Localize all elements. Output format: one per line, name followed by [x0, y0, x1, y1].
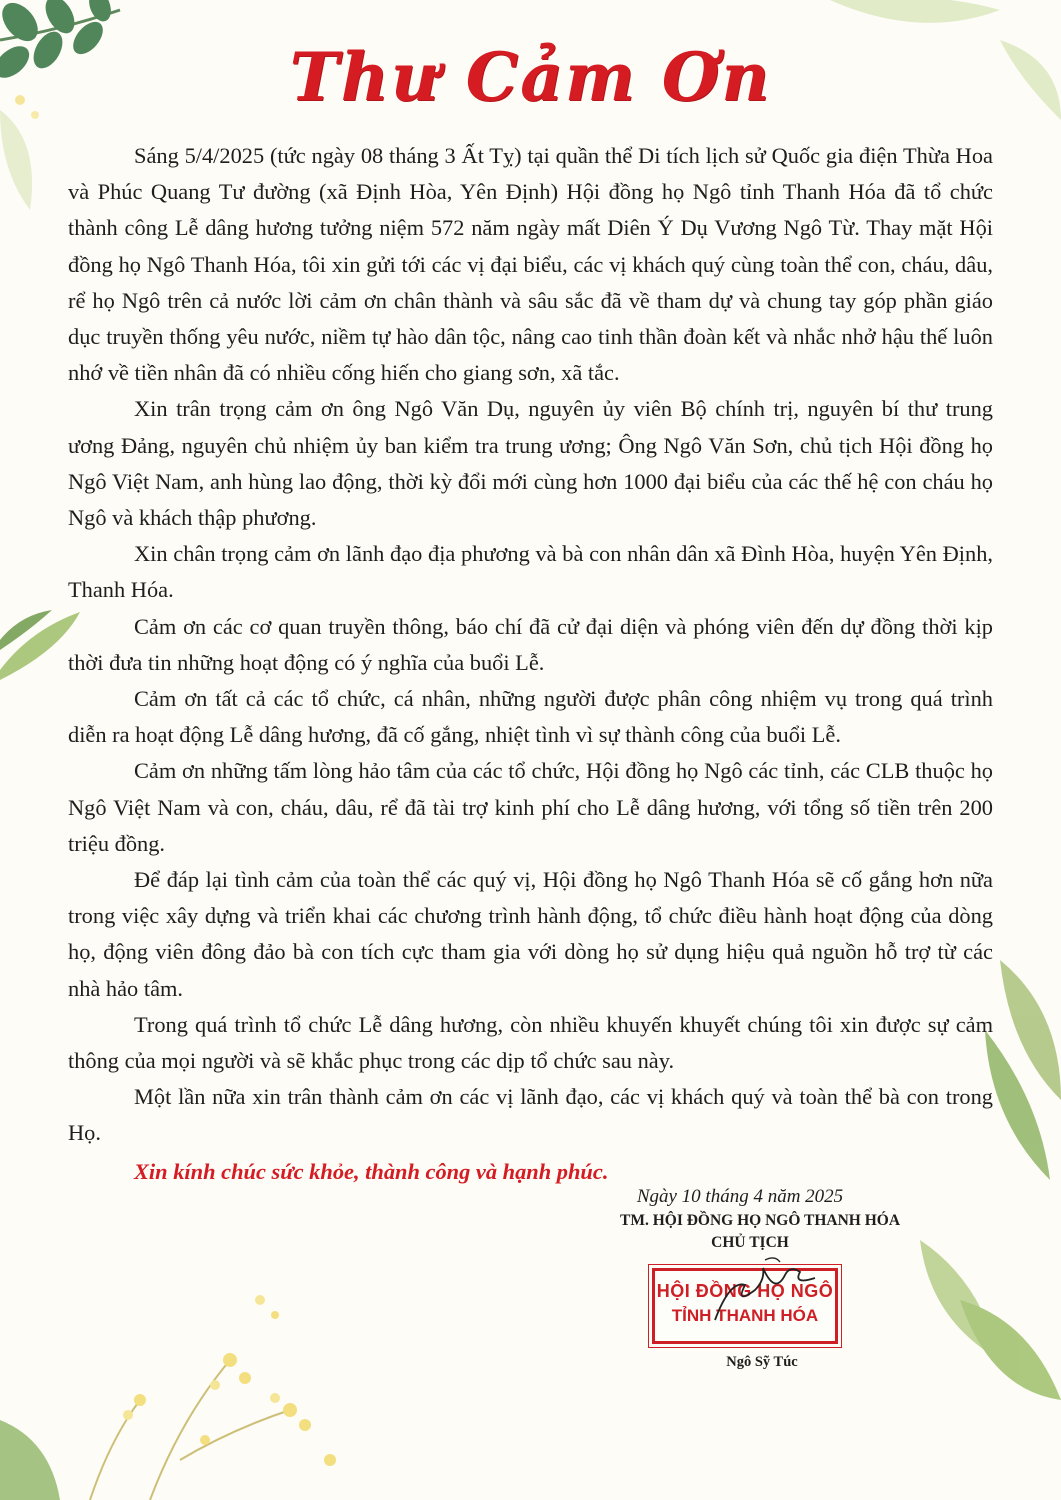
signature-block: [585, 1184, 935, 1254]
letter-title: Thư Cảm Ơn: [289, 38, 772, 116]
signature-position: CHỦ TỊCH: [711, 1234, 789, 1251]
paragraph: Cảm ơn tất cả các tổ chức, cá nhân, những người được phân công nhiệm vụ trong quá trình diễn ra hoạt động Lễ dâng hương, đã cố gắng, nhiệt tình vì sự thành công của buổi Lễ.: [68, 686, 993, 748]
signer-name: Ngô Sỹ Túc: [726, 1354, 798, 1370]
paragraph: Sáng 5/4/2025 (tức ngày 08 tháng 3 Ất Tỵ) tại quần thể Di tích lịch sử Quốc gia điện Thừa Hoa và Phúc Quang Tư đường (xã Định Hòa, Yên Định) Hội đồng họ Ngô tỉnh Thanh Hóa đã tổ chức thành công Lễ dâng hương tưởng niệm 572 năm ngày mất Diên Ý Dụ Vương Ngô Từ. Thay mặt Hội đồng họ Ngô Thanh Hóa, tôi xin gửi tới các vị đại biểu, các vị khách quý cùng toàn thể con, cháu, dâu, rể họ Ngô trên cả nước lời cảm ơn chân thành và sâu sắc đã về tham dự và chung tay góp phần giáo dục truyền thống yêu nước, niềm tự hào dân tộc, nâng cao tinh thần đoàn kết và nhắc nhở hậu thế luôn nhớ về tiền nhân đã có nhiều cống hiến cho giang sơn, xã tắc.: [68, 143, 993, 386]
signature-organization: TM. HỘI ĐỒNG HỌ NGÔ THANH HÓA: [619, 1212, 901, 1229]
paragraph: Cảm ơn các cơ quan truyền thông, báo chí đã cử đại diện và phóng viên đến dự đồng thời kịp thời đưa tin những hoạt động có ý nghĩa của buổi Lễ.: [68, 613, 993, 675]
handwritten-signature: [705, 1250, 825, 1330]
signature-date: Ngày 10 tháng 4 năm 2025: [636, 1186, 844, 1207]
letter-body: [68, 138, 993, 1190]
paragraph: Trong quá trình tổ chức Lễ dâng hương, còn nhiều khuyến khuyết chúng tôi xin được sự cảm thông của mọi người và sẽ khắc phục trong các dịp tổ chức sau này.: [68, 1011, 993, 1074]
stamp-line-2: TỈNH THANH HÓA: [671, 1306, 819, 1325]
yellow-flowers-icon: [90, 1295, 336, 1500]
paragraph: Xin chân trọng cảm ơn lãnh đạo địa phương và bà con nhân dân xã Đình Hòa, huyện Yên Định, Thanh Hóa.: [68, 541, 993, 603]
paragraph: Xin trân trọng cảm ơn ông Ngô Văn Dụ, nguyên ủy viên Bộ chính trị, nguyên bí thư trung ương Đảng, nguyên chủ nhiệm ủy ban kiểm tra trung ương; Ông Ngô Văn Sơn, chủ tịch Hội đồng họ Ngô Việt Nam, anh hùng lao động, thời kỳ đổi mới cùng hơn 1000 đại biểu của các thế hệ con cháu họ Ngô và khách thập phương.: [68, 396, 993, 531]
paragraph: Để đáp lại tình cảm của toàn thể các quý vị, Hội đồng họ Ngô Thanh Hóa sẽ cố gắng hơn nữa trong việc xây dựng và triển khai các chương trình hành động, tổ chức điều hành hoạt động của dòng họ, động viên đông đảo bà con tích cực tham gia với dòng họ sử dụng hiệu quả nguồn hỗ trợ từ các nhà hảo tâm.: [68, 867, 993, 1001]
paragraph: Cảm ơn những tấm lòng hảo tâm của các tổ chức, Hội đồng họ Ngô các tỉnh, các CLB thuộc họ Ngô Việt Nam và con, cháu, dâu, rể đã tài trợ kinh phí cho Lễ dâng hương, với tổng số tiền trên 200 triệu đồng.: [68, 758, 993, 856]
paragraph: Một lần nữa xin trân thành cảm ơn các vị lãnh đạo, các vị khách quý và toàn thể bà con trong Họ.: [68, 1084, 993, 1146]
stamp-line-1: HỘI ĐỒNG HỌ NGÔ: [656, 1281, 834, 1301]
closing-wish: Xin kính chúc sức khỏe, thành công và hạnh phúc.: [134, 1158, 609, 1184]
